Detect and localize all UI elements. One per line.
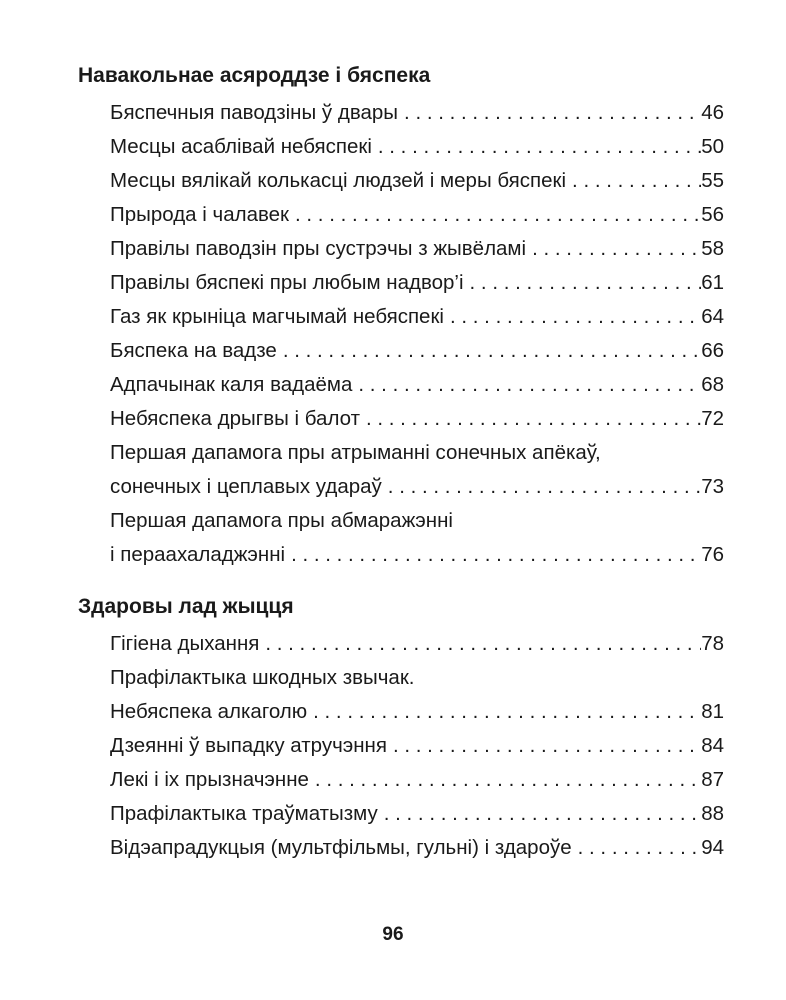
toc-entry-text: Гігіена дыхання: [110, 632, 260, 655]
toc-entry-text: Месцы асаблівай небяспекі: [110, 135, 372, 158]
toc-entry-line-with-page: [110, 695, 724, 729]
toc-entry: [110, 504, 724, 572]
toc-entry-text: Прырода і чалавек: [110, 203, 290, 226]
toc-entry: [110, 300, 724, 334]
toc-page-number: 61: [701, 271, 724, 294]
page-number: 96: [382, 924, 404, 945]
toc-section-healthy-lifestyle: [78, 593, 724, 865]
toc-entry: [110, 797, 724, 831]
toc-page-number: 66: [701, 339, 724, 362]
toc-entry-text: Прафілактыка шкодных звычак.: [110, 666, 415, 689]
toc-entry: [110, 831, 724, 865]
toc-entry-line-with-page: [110, 232, 724, 266]
dot-leader: [578, 831, 702, 865]
toc-entry-line-with-page: [110, 470, 724, 504]
toc-entry-line-with-page: [110, 300, 724, 334]
toc-entry-line-with-page: [110, 402, 724, 436]
dot-leader: [532, 232, 701, 266]
toc-entry-line-with-page: [110, 729, 724, 763]
toc-entry-text: Правілы паводзін пры сустрэчы з жывёламі: [110, 237, 527, 260]
toc-entry: [110, 627, 724, 661]
toc-entry: [110, 402, 724, 436]
dot-leader: [291, 538, 701, 572]
toc-page-number: 64: [701, 305, 724, 328]
toc-page-number: 58: [701, 237, 724, 260]
dot-leader: [393, 729, 701, 763]
toc-entry-line-with-page: [110, 130, 724, 164]
toc-entry: [110, 164, 724, 198]
toc-entry-line: [110, 661, 724, 695]
toc-page-number: 81: [701, 700, 724, 723]
toc-entry-line-with-page: [110, 627, 724, 661]
toc-entry-line: [110, 436, 724, 470]
toc-entry: [110, 130, 724, 164]
dot-leader: [470, 266, 702, 300]
toc-entry-line-with-page: [110, 164, 724, 198]
dot-leader: [283, 334, 701, 368]
toc-section-environment: [78, 62, 724, 572]
section-title: Здаровы лад жыцця: [78, 595, 294, 618]
dot-leader: [388, 470, 701, 504]
toc-entry-text: і пераахаладжэнні: [110, 543, 286, 566]
toc-entry: [110, 436, 724, 504]
toc-entry-text: сонечных і цеплавых удараў: [110, 475, 382, 498]
toc-entries: [110, 96, 724, 572]
toc-entry-line-with-page: [110, 763, 724, 797]
section-title: Навакольнае асяроддзе і бяспека: [78, 64, 431, 87]
toc-entry: [110, 729, 724, 763]
toc-entry-text: Дзеянні ў выпадку атручэння: [110, 734, 387, 757]
toc-entry: [110, 198, 724, 232]
dot-leader: [313, 695, 701, 729]
dot-leader: [378, 130, 701, 164]
toc-entry-text: Прафілактыка траўматызму: [110, 802, 378, 825]
dot-leader: [315, 763, 701, 797]
toc-entry-text: Адпачынак каля вадаёма: [110, 373, 353, 396]
toc-entry-text: Бяспечныя паводзіны ў двары: [110, 101, 399, 124]
toc-page-number: 73: [701, 475, 724, 498]
toc-entries: [110, 627, 724, 865]
toc-entry-line-with-page: [110, 368, 724, 402]
toc-entry-text: Бяспека на вадзе: [110, 339, 277, 362]
toc-page-number: 94: [701, 836, 724, 859]
toc-entry-line-with-page: [110, 198, 724, 232]
dot-leader: [366, 402, 701, 436]
toc-page-number: 68: [701, 373, 724, 396]
toc-entry-text: Першая дапамога пры абмаражэнні: [110, 509, 453, 532]
toc-entry-line-with-page: [110, 538, 724, 572]
toc-page-number: 72: [701, 407, 724, 430]
dot-leader: [265, 627, 701, 661]
toc-entry-line-with-page: [110, 831, 724, 865]
toc-entry-line-with-page: [110, 266, 724, 300]
toc-entry-text: Газ як крыніца магчымай небяспекі: [110, 305, 444, 328]
dot-leader: [404, 96, 701, 130]
toc-page-number: 84: [701, 734, 724, 757]
toc-entry-line-with-page: [110, 96, 724, 130]
toc-page-number: 78: [701, 632, 724, 655]
toc-entry: [110, 763, 724, 797]
toc-entry: [110, 232, 724, 266]
toc-page-number: 87: [701, 768, 724, 791]
dot-leader: [450, 300, 701, 334]
toc-entry: [110, 661, 724, 729]
toc-page-number: 55: [701, 169, 724, 192]
toc-entry-text: Лекі і іх прызначэнне: [110, 768, 309, 791]
dot-leader: [384, 797, 701, 831]
toc-entry-line-with-page: [110, 334, 724, 368]
toc-page-number: 56: [701, 203, 724, 226]
toc-page-number: 46: [701, 101, 724, 124]
toc-page-number: 50: [701, 135, 724, 158]
toc-entry: [110, 334, 724, 368]
toc-entry: [110, 368, 724, 402]
toc-page-number: 76: [701, 543, 724, 566]
dot-leader: [572, 164, 701, 198]
toc-page-number: 88: [701, 802, 724, 825]
toc-entry: [110, 266, 724, 300]
toc-entry-text: Небяспека алкаголю: [110, 700, 308, 723]
toc-entry-line-with-page: [110, 797, 724, 831]
toc-entry: [110, 96, 724, 130]
toc-entry-text: Правілы бяспекі пры любым надвор’і: [110, 271, 464, 294]
dot-leader: [358, 368, 701, 402]
toc-entry-text: Першая дапамога пры атрыманні сонечных апёкаў,: [110, 441, 601, 464]
toc-entry-text: Відэапрадукцыя (мультфільмы, гульні) і здароўе: [110, 836, 572, 859]
toc-entry-text: Месцы вялікай колькасці людзей і меры бяспекі: [110, 169, 567, 192]
toc-entry-text: Небяспека дрыгвы і балот: [110, 407, 360, 430]
dot-leader: [295, 198, 701, 232]
toc-entry-line: [110, 504, 724, 538]
